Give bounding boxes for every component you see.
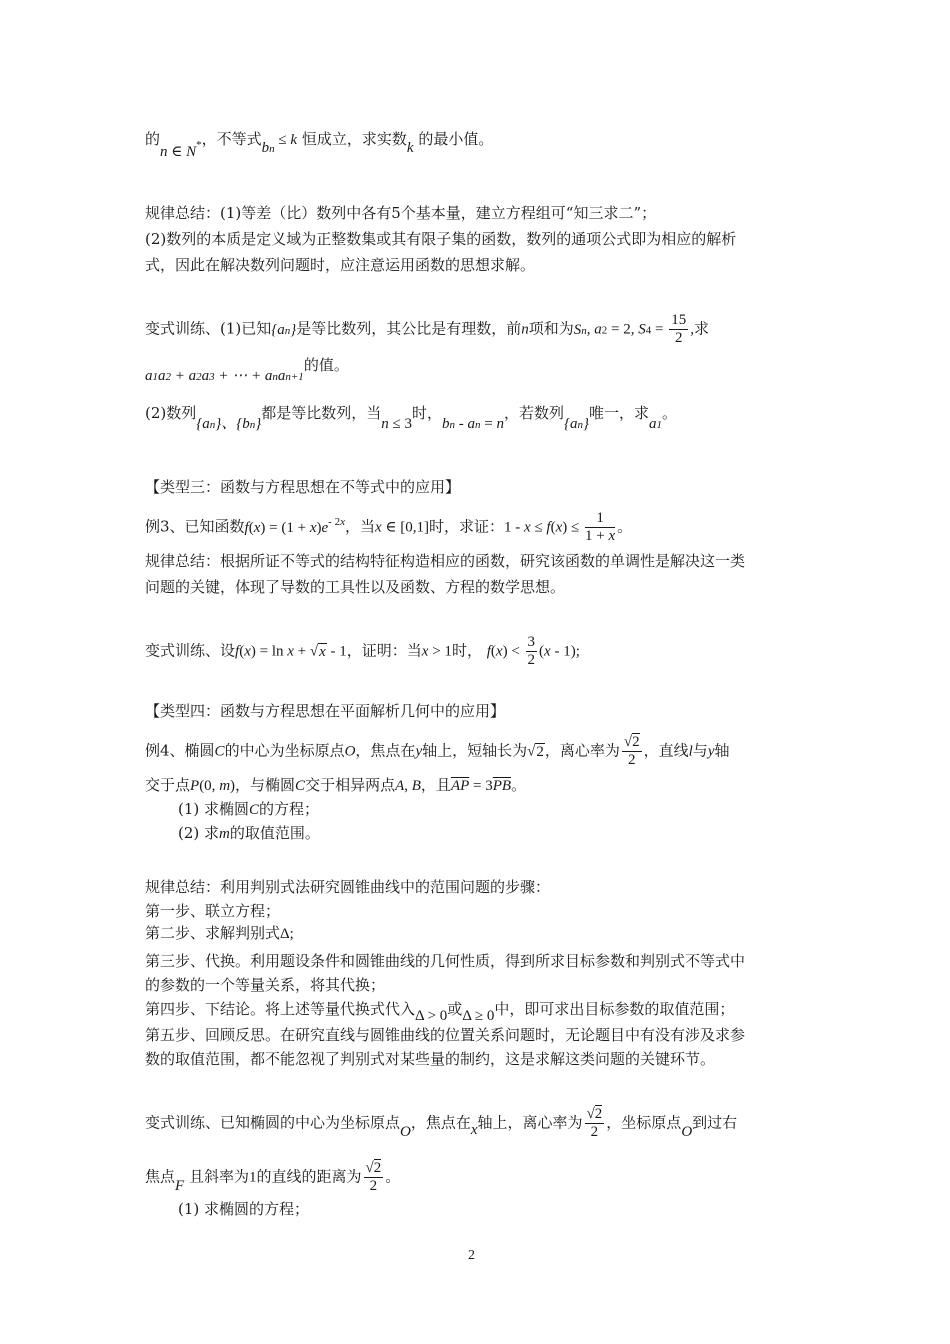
- math-ineq-32: f(x) <: [486, 643, 524, 660]
- math: *: [196, 139, 202, 151]
- text: 。: [385, 1167, 401, 1186]
- example4-line-1: [145, 734, 730, 769]
- math-sum: a1a2 + a2a3 + ⋯ + anan+1: [145, 368, 304, 384]
- math-A-B: A, B: [395, 778, 421, 794]
- text: ，证明：当: [346, 641, 422, 660]
- fraction-1-1px: $\frac{1}{1 + x}$: [585, 510, 616, 544]
- math-l: l: [688, 743, 693, 760]
- math-k: k: [406, 140, 414, 156]
- text: 的中心为坐标原点: [224, 741, 345, 760]
- math: =: [651, 321, 668, 338]
- math-an-set: {an}: [271, 321, 297, 338]
- question4-1: [178, 798, 319, 821]
- text: 例4、椭圆: [145, 741, 215, 760]
- math-x-in: x ∈ [0,1]: [374, 519, 429, 536]
- text: (1) 求椭圆: [178, 800, 250, 818]
- math-an-bn: {an}、{bn}: [196, 416, 262, 432]
- rule3-line-1: 规律总结：根据所证不等式的结构特征构造相应的函数，研究该函数的单调性是解决这一类: [145, 552, 746, 570]
- fraction-15-2: $\frac{15}{2}$: [671, 312, 687, 346]
- text: 或: [447, 1000, 463, 1018]
- math-1: 1: [248, 1169, 257, 1186]
- math-F: F: [175, 1177, 185, 1194]
- math-n: n: [521, 321, 529, 338]
- variant-ellipse-line-1: [145, 1106, 737, 1141]
- text: ，若数列: [503, 404, 564, 422]
- math-delta-gt: Δ > 0: [415, 1008, 448, 1024]
- question4-2: [178, 822, 320, 845]
- example4-line-2: [145, 774, 526, 797]
- math: (x - 1);: [539, 643, 580, 660]
- step-5b: 数的取值范围，都不能忽视了判别式对某些量的制约，这是求解这类问题的关键环节。: [145, 1050, 716, 1068]
- text: ，当: [344, 517, 375, 536]
- variant-ellipse-line-2: [145, 1160, 400, 1195]
- text: ，焦点在: [410, 1113, 471, 1132]
- math: = 2,: [607, 321, 639, 338]
- variant1-sum-line: [145, 354, 349, 384]
- summary-line-2: (2)数列的本质是定义域为正整数集或其有限子集的函数，数列的通项公式即为相应的解析: [145, 230, 737, 248]
- text: 唯一，求: [589, 404, 650, 422]
- step-2: [145, 922, 294, 945]
- text: 交于点: [145, 776, 191, 794]
- math-m: m: [219, 826, 230, 842]
- text: ，不等式: [201, 130, 262, 148]
- math-O: O: [681, 1123, 693, 1140]
- step-4: [145, 998, 735, 1024]
- math: 4: [645, 324, 652, 337]
- text: 的: [145, 130, 161, 148]
- steps-title: 规律总结：利用判别式法研究圆锥曲线中的范围问题的步骤：: [145, 878, 551, 896]
- math: N: [186, 144, 197, 160]
- math-y: y: [707, 743, 715, 760]
- summary-line-1: 规律总结：(1)等差（比）数列中各有5个基本量，建立方程组可“知三求二”；: [145, 204, 657, 222]
- text: 且斜率为: [188, 1167, 249, 1186]
- text: 交于相异两点: [305, 776, 396, 794]
- text: 焦点: [145, 1167, 176, 1186]
- math-bn: bn: [261, 140, 275, 156]
- math-n-le-3: n ≤ 3: [381, 416, 412, 432]
- text: 的最小值。: [418, 130, 494, 148]
- math-sqrt2: √2: [527, 743, 544, 760]
- text: 的方程；: [259, 800, 320, 818]
- page-number: 2: [468, 1248, 475, 1263]
- math-C: C: [214, 743, 225, 760]
- text: ，且: [420, 776, 451, 794]
- math-delta-ge: Δ ≥ 0: [462, 1008, 495, 1024]
- text: 是等比数列，其公比是有理数，前: [296, 319, 522, 338]
- text: 第四步、下结论。将上述等量代换式代入: [145, 1000, 416, 1018]
- text: 。: [617, 519, 633, 536]
- math-C: C: [249, 802, 260, 818]
- text: 变式训练、设: [145, 641, 236, 660]
- math-n-in-N: n: [160, 144, 168, 160]
- step-3b: 的参数的一个等量关系，将其代换；: [145, 976, 386, 994]
- text: 到过右: [692, 1113, 738, 1132]
- text: 时，: [412, 404, 443, 422]
- text: 都是等比数列，当: [261, 404, 382, 422]
- math-y: y: [415, 743, 423, 760]
- summary-line-3: 式，因此在解决数列问题时，应注意运用函数的思想求解。: [145, 256, 536, 274]
- text: 与: [692, 741, 708, 760]
- fraction-sqrt2-2: $\frac{√2}{2}$: [586, 1106, 603, 1140]
- math-x-gt-1: x > 1: [421, 643, 452, 660]
- fraction-sqrt2-2: $\frac{√2}{2}$: [623, 734, 640, 768]
- math-bn-an: bn - an = n: [442, 416, 504, 432]
- text: 例3、已知函数: [145, 517, 245, 536]
- math-a1: a1: [649, 416, 663, 432]
- math: S: [638, 321, 646, 338]
- math-O: O: [400, 1123, 411, 1140]
- math-x: x: [470, 1121, 478, 1138]
- text: 的直线的距离为: [256, 1167, 362, 1186]
- variant-ellipse-question-1: (1) 求椭圆的方程；: [178, 1200, 310, 1218]
- math-fx-ln: f(x) = ln x + √x - 1: [235, 643, 347, 660]
- math: 2: [601, 324, 608, 337]
- text: 时，求证：: [429, 517, 505, 536]
- math-vector: $\overline{AP} = 3\overline{PB}$。: [450, 778, 527, 794]
- text: 时，: [451, 641, 482, 660]
- math-fx-def: $f(x) = (1 + x)e^{- 2x}$: [244, 515, 345, 536]
- text: (2)数列: [145, 404, 197, 422]
- text: (2) 求: [178, 824, 220, 842]
- type4-heading: 【类型四：函数与方程思想在平面解析几何中的应用】: [145, 702, 506, 720]
- fraction-sqrt2-2: $\frac{√2}{2}$: [365, 1160, 382, 1194]
- text: 轴上，离心率为: [477, 1113, 583, 1132]
- text: 求: [693, 319, 709, 338]
- text: 轴: [714, 741, 730, 760]
- text: 变式训练、已知椭圆的中心为坐标原点: [145, 1113, 401, 1132]
- text: 的值。: [303, 356, 349, 374]
- variant1-line: [145, 312, 709, 347]
- text: ，离心率为: [544, 741, 620, 760]
- step-1: 第一步、联立方程；: [145, 902, 281, 920]
- math: ≤: [274, 132, 291, 148]
- text: 轴上，短轴长为: [422, 741, 528, 760]
- step-3a: 第三步、代换。利用题设条件和圆锥曲线的几何性质，得到所求目标参数和判别式不等式中: [145, 952, 746, 970]
- text: ，坐标原点: [606, 1113, 682, 1132]
- math: ,: [690, 321, 694, 338]
- math-C: C: [295, 778, 306, 794]
- text: 第二步、求解判别式: [145, 924, 281, 942]
- math-ineq: 1 - x ≤ f(x) ≤: [504, 519, 583, 536]
- text: 恒成立，求实数: [301, 130, 407, 148]
- line-condition: [145, 128, 494, 160]
- math: a: [594, 321, 602, 338]
- text: 。: [662, 404, 678, 422]
- math: ∈: [167, 144, 187, 160]
- fraction-3-2: $\frac{3}{2}$: [527, 634, 536, 668]
- rule3-line-2: 问题的关键，体现了导数的工具性以及函数、方程的数学思想。: [145, 578, 566, 596]
- math-k: k: [290, 132, 298, 148]
- variant1-part2: [145, 402, 678, 432]
- text: ，与椭圆: [235, 776, 296, 794]
- type3-heading: 【类型三：函数与方程思想在不等式中的应用】: [145, 478, 461, 496]
- text: 的取值范围。: [229, 824, 320, 842]
- math-O: O: [344, 743, 356, 760]
- text: 变式训练、(1)已知: [145, 319, 272, 338]
- math-delta: Δ;: [280, 926, 294, 942]
- step-5a: 第五步、回顾反思。在研究直线与圆锥曲线的位置关系问题时，无论题目中有没有涉及求参: [145, 1026, 746, 1044]
- variant3-line: [145, 634, 580, 669]
- math: ,: [586, 321, 595, 338]
- math-P: P(0, m): [190, 778, 236, 794]
- text: 中，即可求出目标参数的取值范围；: [494, 1000, 735, 1018]
- math-an: {an}: [564, 416, 589, 432]
- text: ，焦点在: [355, 741, 416, 760]
- text: ，直线: [643, 741, 689, 760]
- text: 项和为: [528, 319, 574, 338]
- math-Sn: Sn: [573, 321, 587, 338]
- example3-line: [145, 510, 632, 545]
